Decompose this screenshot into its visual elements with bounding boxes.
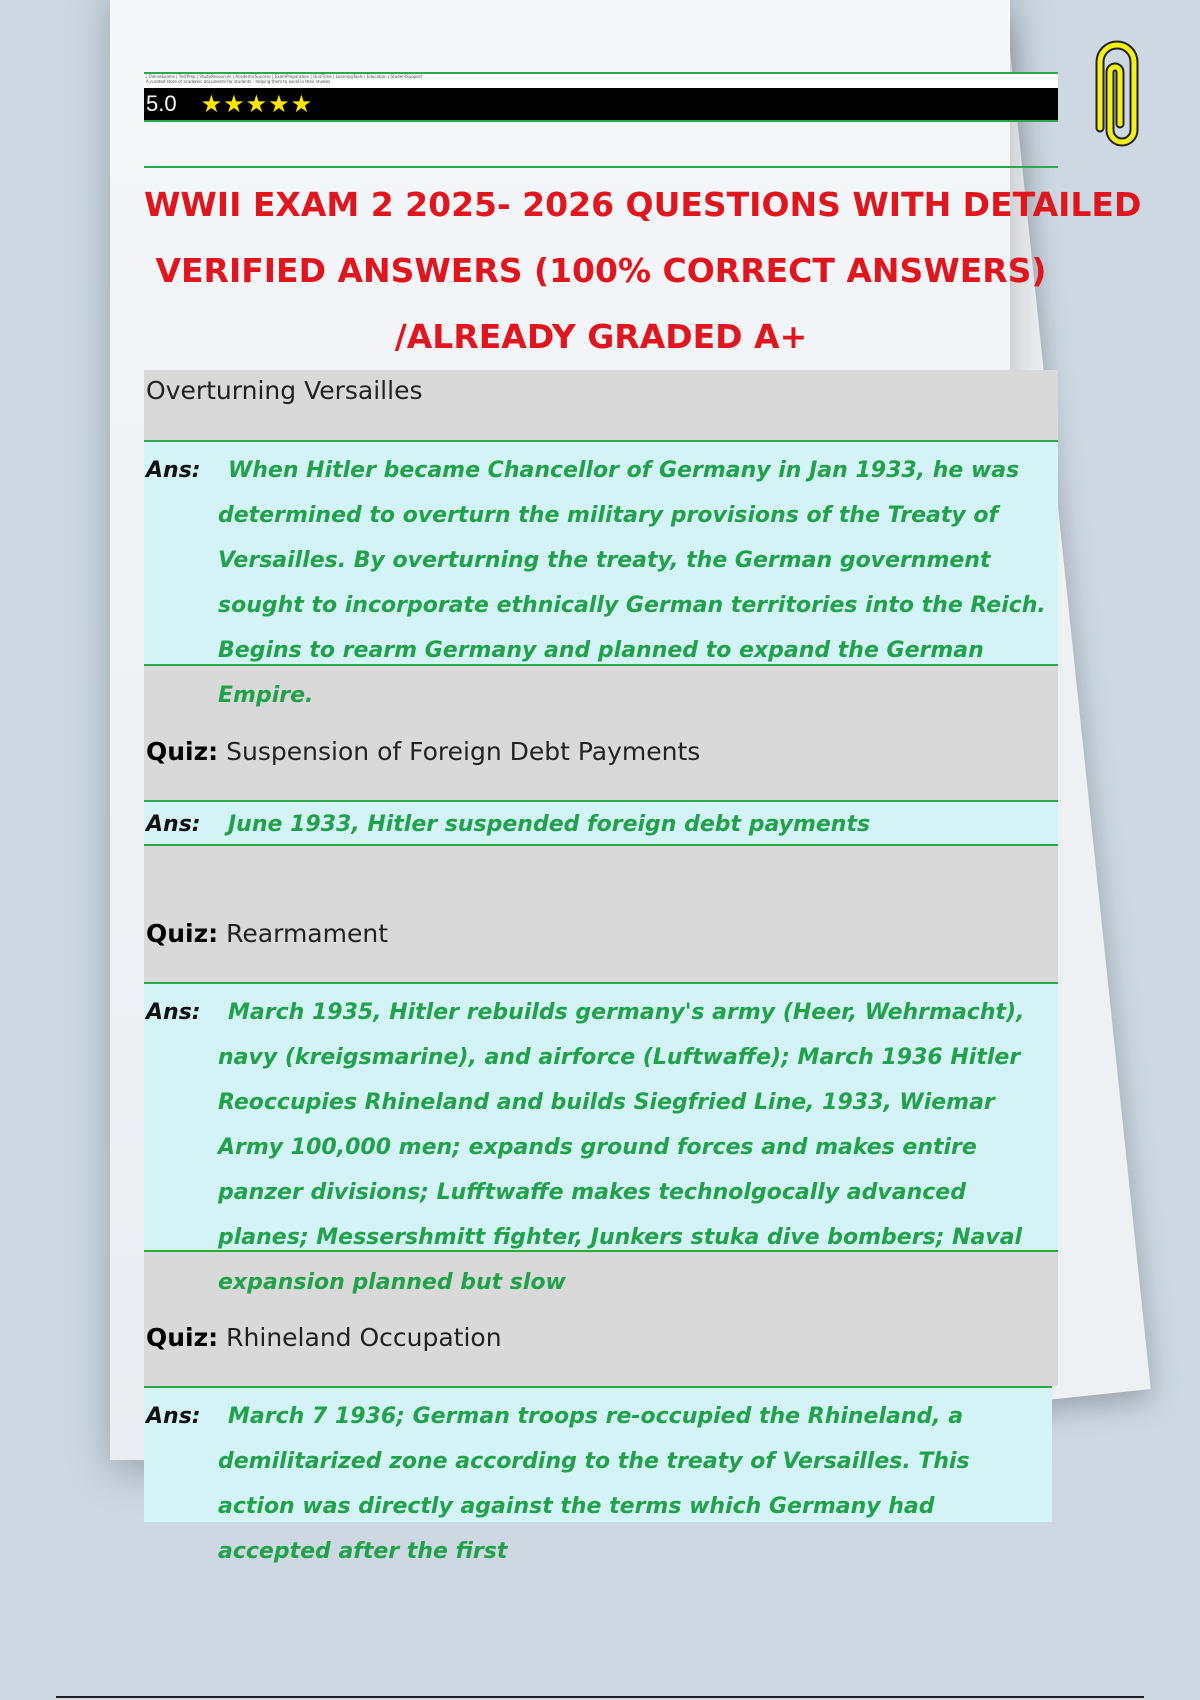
question-text: Rhineland Occupation [226,1323,502,1352]
answer-row [144,440,1058,708]
question-text: Overturning Versailles [146,376,423,405]
header-tags-line: | OnlineExams | TestPrep | StudyResources | AcademicSuccess | ExamPreparation | QuizTime | LearningTools | Education | StudentSupport [146,74,423,79]
quiz-label: Quiz: [146,1323,219,1352]
rating-bar [144,88,1058,122]
title-line-1: WWII EXAM 2 2025- 2026 QUESTIONS WITH DETAILED [144,185,1142,224]
page-title [144,166,1142,370]
question-row [144,370,1058,440]
answer-text: March 7 1936; German troops re-occupied the Rhineland, a demilitarized zone according to the treaty of Versailles. This action was directly against the terms which Germany had accepted after the first [218,1404,970,1564]
rating-value: 5.0 [146,91,177,116]
header-tags [144,72,1058,88]
answer-row [144,982,1058,1295]
answer-text: When Hitler became Chancellor of Germany in Jan 1933, he was determined to overturn the military provisions of the Treaty of Versailles. By overturning the treaty, the German government sought to incorporate ethnically German territories into the Reich. Begins to rearm Germany and planned to expand the German Empire. [218,458,1046,708]
answer-text: March 1935, Hitler rebuilds germany's army (Heer, Wehrmacht), navy (kreigsmarine), and airforce (Luftwaffe); March 1936 Hitler Reoccupies Rhineland and builds Siegfried Line, 1933, Wiemar Army 100,000 men; expands ground forces and makes entire panzer divisions; Lufftwaffe makes technolgocally advanced planes; Messershmitt fighter, Junkers stuka dive bombers; Naval expansion planned but slow [218,1000,1025,1295]
answer-row [144,800,1058,846]
answer-label: Ans: [146,812,201,837]
question-text: Rearmament [226,919,389,948]
star-rating-icon: ★★★★★ [200,90,314,118]
question-row [144,846,1058,982]
header-tags-subline: A curated store of academic documents for students - helping them to excel in their studies [146,79,331,84]
quiz-label: Quiz: [146,737,219,766]
quiz-label: Quiz: [146,919,219,948]
answer-row [144,1386,1052,1564]
answer-label: Ans: [146,1404,201,1429]
title-line-3: /ALREADY GRADED A+ [394,317,808,356]
answer-label: Ans: [146,458,201,483]
title-line-2: VERIFIED ANSWERS (100% CORRECT ANSWERS) [155,251,1047,290]
footer-divider [56,1696,1144,1698]
answer-text: June 1933, Hitler suspended foreign debt payments [228,812,871,837]
answer-label: Ans: [146,1000,201,1025]
question-text: Suspension of Foreign Debt Payments [226,737,701,766]
document-page [144,72,1142,1564]
paperclip-icon [1088,38,1146,154]
